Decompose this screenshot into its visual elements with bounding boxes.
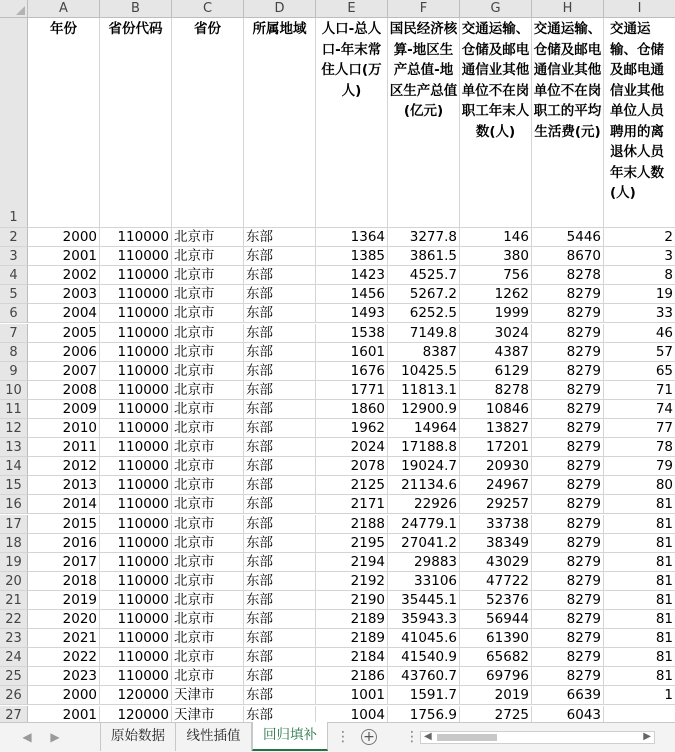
table-cell[interactable]: 2018 [28,572,100,591]
table-cell[interactable]: 1493 [316,304,388,323]
table-cell[interactable]: 1591.7 [388,686,460,705]
plus-circle-icon[interactable]: + [361,729,377,745]
table-cell[interactable]: 110000 [100,648,172,667]
table-cell[interactable]: 北京市 [172,304,244,323]
table-cell[interactable]: 2019 [460,686,532,705]
row-header[interactable]: 9 [0,362,28,381]
col-g-header[interactable]: G [460,0,532,18]
row-header[interactable]: 24 [0,648,28,667]
table-cell[interactable]: 2022 [28,648,100,667]
table-cell[interactable]: 81 [604,553,675,572]
table-cell[interactable]: 8279 [532,400,604,419]
table-cell[interactable]: 380 [460,247,532,266]
table-cell[interactable]: 1 [604,686,675,705]
table-cell[interactable]: 1385 [316,247,388,266]
table-cell[interactable]: 110000 [100,457,172,476]
row-header[interactable]: 10 [0,381,28,400]
row-header[interactable]: 5 [0,285,28,304]
row-header[interactable]: 19 [0,553,28,572]
select-all-corner[interactable] [0,0,28,18]
table-cell[interactable]: 4387 [460,343,532,362]
table-cell[interactable]: 8278 [460,381,532,400]
table-cell[interactable]: 110000 [100,266,172,285]
tab-linear-interpolation[interactable]: 线性插值 [176,723,252,751]
table-cell[interactable]: 8279 [532,285,604,304]
table-cell[interactable] [604,706,675,723]
col-e-header[interactable]: E [316,0,388,18]
tab-regression-fill[interactable]: 回归填补 [252,722,328,751]
table-cell[interactable]: 东部 [244,285,316,304]
table-cell[interactable]: 8279 [532,667,604,686]
table-cell[interactable]: 81 [604,572,675,591]
table-cell[interactable]: 110000 [100,400,172,419]
table-cell[interactable]: 2024 [316,438,388,457]
table-cell[interactable]: 北京市 [172,285,244,304]
table-cell[interactable]: 120000 [100,706,172,723]
table-cell[interactable]: 东部 [244,667,316,686]
table-cell[interactable]: 2006 [28,343,100,362]
horizontal-scrollbar[interactable] [420,731,655,744]
col-d-header[interactable]: D [244,0,316,18]
table-cell[interactable]: 北京市 [172,324,244,343]
table-cell[interactable]: 57 [604,343,675,362]
table-cell[interactable]: 35943.3 [388,610,460,629]
table-cell[interactable]: 2171 [316,495,388,514]
table-cell[interactable]: 146 [460,228,532,247]
table-cell[interactable]: 2019 [28,591,100,610]
table-cell[interactable]: 52376 [460,591,532,610]
table-cell[interactable]: 8279 [532,457,604,476]
chevron-right-icon[interactable]: ▶ [50,730,60,744]
table-cell[interactable]: 东部 [244,304,316,323]
row-header[interactable]: 20 [0,572,28,591]
table-cell[interactable]: 110000 [100,324,172,343]
table-cell[interactable]: 110000 [100,667,172,686]
table-cell[interactable]: 120000 [100,686,172,705]
table-cell[interactable]: 2195 [316,534,388,553]
header-cell[interactable]: 交通运输、仓储及邮电通信业其他单位不在岗职工的平均生活费(元) [532,18,604,228]
table-cell[interactable]: 6043 [532,706,604,723]
table-cell[interactable]: 北京市 [172,629,244,648]
row-header[interactable]: 17 [0,515,28,534]
row-header[interactable]: 1 [0,18,28,228]
table-cell[interactable]: 8279 [532,629,604,648]
row-header[interactable]: 27 [0,706,28,723]
table-cell[interactable]: 6252.5 [388,304,460,323]
table-cell[interactable]: 北京市 [172,343,244,362]
table-cell[interactable]: 110000 [100,629,172,648]
table-cell[interactable]: 81 [604,667,675,686]
table-cell[interactable]: 东部 [244,591,316,610]
tab-original-data[interactable]: 原始数据 [100,723,176,751]
table-cell[interactable]: 2001 [28,247,100,266]
table-cell[interactable]: 北京市 [172,572,244,591]
table-cell[interactable]: 41540.9 [388,648,460,667]
table-cell[interactable]: 东部 [244,686,316,705]
table-cell[interactable]: 东部 [244,495,316,514]
table-cell[interactable]: 10846 [460,400,532,419]
table-cell[interactable]: 2007 [28,362,100,381]
table-cell[interactable]: 北京市 [172,362,244,381]
row-header[interactable]: 23 [0,629,28,648]
table-cell[interactable]: 7149.8 [388,324,460,343]
table-cell[interactable]: 2011 [28,438,100,457]
table-cell[interactable]: 2013 [28,476,100,495]
table-cell[interactable]: 8 [604,266,675,285]
table-cell[interactable]: 43760.7 [388,667,460,686]
table-cell[interactable]: 13827 [460,419,532,438]
col-i-header[interactable]: I [604,0,675,18]
col-a-header[interactable]: A [28,0,100,18]
col-h-header[interactable]: H [532,0,604,18]
table-cell[interactable]: 1456 [316,285,388,304]
table-cell[interactable]: 8279 [532,381,604,400]
table-cell[interactable]: 81 [604,610,675,629]
table-cell[interactable]: 110000 [100,534,172,553]
table-cell[interactable]: 东部 [244,400,316,419]
more-tabs-icon[interactable]: ⋮ [336,729,349,745]
table-cell[interactable]: 5446 [532,228,604,247]
table-cell[interactable]: 2002 [28,266,100,285]
table-cell[interactable]: 2001 [28,706,100,723]
row-header[interactable]: 11 [0,400,28,419]
row-header[interactable]: 25 [0,667,28,686]
table-cell[interactable]: 81 [604,495,675,514]
table-cell[interactable]: 东部 [244,629,316,648]
table-cell[interactable]: 2186 [316,667,388,686]
table-cell[interactable]: 33738 [460,515,532,534]
table-cell[interactable]: 110000 [100,515,172,534]
table-cell[interactable]: 2125 [316,476,388,495]
table-cell[interactable]: 110000 [100,610,172,629]
table-cell[interactable]: 1601 [316,343,388,362]
table-cell[interactable]: 65682 [460,648,532,667]
table-cell[interactable]: 6129 [460,362,532,381]
table-cell[interactable]: 8279 [532,572,604,591]
table-cell[interactable]: 2003 [28,285,100,304]
table-cell[interactable]: 35445.1 [388,591,460,610]
table-cell[interactable]: 东部 [244,457,316,476]
table-cell[interactable]: 2 [604,228,675,247]
table-cell[interactable]: 65 [604,362,675,381]
table-cell[interactable]: 8279 [532,534,604,553]
table-cell[interactable]: 14964 [388,419,460,438]
table-cell[interactable]: 8279 [532,476,604,495]
header-cell[interactable]: 人口-总人口-年末常住人口(万人) [316,18,388,228]
table-cell[interactable]: 北京市 [172,610,244,629]
table-cell[interactable]: 北京市 [172,476,244,495]
table-cell[interactable]: 5267.2 [388,285,460,304]
table-cell[interactable]: 2008 [28,381,100,400]
table-cell[interactable]: 110000 [100,591,172,610]
table-cell[interactable]: 北京市 [172,419,244,438]
row-header[interactable]: 26 [0,686,28,705]
table-cell[interactable]: 8279 [532,419,604,438]
table-cell[interactable]: 8279 [532,610,604,629]
table-cell[interactable]: 2000 [28,686,100,705]
table-cell[interactable]: 东部 [244,534,316,553]
table-cell[interactable]: 北京市 [172,591,244,610]
table-cell[interactable]: 1771 [316,381,388,400]
table-cell[interactable]: 4525.7 [388,266,460,285]
table-cell[interactable]: 东部 [244,476,316,495]
table-cell[interactable]: 110000 [100,362,172,381]
col-f-header[interactable]: F [388,0,460,18]
table-cell[interactable]: 北京市 [172,228,244,247]
table-cell[interactable]: 110000 [100,553,172,572]
table-cell[interactable]: 2009 [28,400,100,419]
table-cell[interactable]: 东部 [244,438,316,457]
table-cell[interactable]: 2017 [28,553,100,572]
table-cell[interactable]: 天津市 [172,686,244,705]
table-cell[interactable]: 2005 [28,324,100,343]
table-cell[interactable]: 110000 [100,381,172,400]
chevron-left-icon[interactable]: ◀ [22,730,32,744]
table-cell[interactable]: 北京市 [172,247,244,266]
table-cell[interactable]: 1538 [316,324,388,343]
header-cell[interactable]: 所属地域 [244,18,316,228]
table-cell[interactable]: 北京市 [172,515,244,534]
sheet-tab-bar [0,722,675,752]
table-cell[interactable]: 1004 [316,706,388,723]
row-header[interactable]: 14 [0,457,28,476]
table-cell[interactable]: 33 [604,304,675,323]
table-cell[interactable]: 北京市 [172,534,244,553]
table-cell[interactable]: 29257 [460,495,532,514]
table-cell[interactable]: 8279 [532,553,604,572]
table-cell[interactable]: 北京市 [172,400,244,419]
table-cell[interactable]: 北京市 [172,381,244,400]
row-header[interactable]: 13 [0,438,28,457]
scroll-right-icon[interactable]: ▶ [643,731,651,742]
table-cell[interactable]: 2190 [316,591,388,610]
table-cell[interactable]: 东部 [244,610,316,629]
table-cell[interactable]: 110000 [100,285,172,304]
header-cell[interactable]: 省份 [172,18,244,228]
table-cell[interactable]: 61390 [460,629,532,648]
table-cell[interactable]: 东部 [244,362,316,381]
table-cell[interactable]: 74 [604,400,675,419]
table-cell[interactable]: 8279 [532,304,604,323]
row-header[interactable]: 16 [0,495,28,514]
row-header[interactable]: 7 [0,324,28,343]
table-cell[interactable]: 110000 [100,476,172,495]
table-cell[interactable]: 2000 [28,228,100,247]
table-cell[interactable]: 81 [604,515,675,534]
table-cell[interactable]: 1262 [460,285,532,304]
table-cell[interactable]: 东部 [244,648,316,667]
table-cell[interactable]: 110000 [100,228,172,247]
table-cell[interactable]: 北京市 [172,553,244,572]
row-header[interactable]: 21 [0,591,28,610]
table-cell[interactable]: 110000 [100,343,172,362]
row-header[interactable]: 12 [0,419,28,438]
table-cell[interactable]: 北京市 [172,438,244,457]
table-cell[interactable]: 东部 [244,515,316,534]
table-cell[interactable]: 1860 [316,400,388,419]
table-cell[interactable]: 10425.5 [388,362,460,381]
table-cell[interactable]: 东部 [244,419,316,438]
table-cell[interactable]: 1676 [316,362,388,381]
table-cell[interactable]: 46 [604,324,675,343]
table-cell[interactable]: 东部 [244,266,316,285]
table-cell[interactable]: 110000 [100,247,172,266]
table-cell[interactable]: 8279 [532,438,604,457]
table-cell[interactable]: 1962 [316,419,388,438]
table-cell[interactable]: 27041.2 [388,534,460,553]
table-cell[interactable]: 1756.9 [388,706,460,723]
table-cell[interactable]: 110000 [100,438,172,457]
table-cell[interactable]: 6639 [532,686,604,705]
table-cell[interactable]: 79 [604,457,675,476]
table-cell[interactable]: 43029 [460,553,532,572]
table-cell[interactable]: 80 [604,476,675,495]
table-cell[interactable]: 北京市 [172,266,244,285]
table-cell[interactable]: 3 [604,247,675,266]
table-cell[interactable]: 2189 [316,610,388,629]
table-cell[interactable]: 2015 [28,515,100,534]
table-cell[interactable]: 17201 [460,438,532,457]
scroll-left-icon[interactable]: ◀ [424,731,432,742]
table-cell[interactable]: 2010 [28,419,100,438]
table-cell[interactable]: 东部 [244,247,316,266]
table-cell[interactable]: 110000 [100,419,172,438]
table-cell[interactable]: 8279 [532,515,604,534]
table-cell[interactable]: 47722 [460,572,532,591]
table-cell[interactable]: 78 [604,438,675,457]
table-cell[interactable]: 1423 [316,266,388,285]
table-cell[interactable]: 8387 [388,343,460,362]
row-header[interactable]: 18 [0,534,28,553]
row-header[interactable]: 3 [0,247,28,266]
table-cell[interactable]: 2189 [316,629,388,648]
header-cell[interactable]: 省份代码 [100,18,172,228]
table-cell[interactable]: 71 [604,381,675,400]
table-cell[interactable]: 24967 [460,476,532,495]
table-cell[interactable]: 2016 [28,534,100,553]
table-cell[interactable]: 77 [604,419,675,438]
table-cell[interactable]: 56944 [460,610,532,629]
table-cell[interactable]: 756 [460,266,532,285]
row-header[interactable]: 22 [0,610,28,629]
table-cell[interactable]: 21134.6 [388,476,460,495]
table-cell[interactable]: 东部 [244,324,316,343]
row-header[interactable]: 8 [0,343,28,362]
table-cell[interactable]: 2184 [316,648,388,667]
table-cell[interactable]: 8670 [532,247,604,266]
header-cell[interactable]: 国民经济核算-地区生产总值-地区生产总值(亿元) [388,18,460,228]
table-cell[interactable]: 81 [604,591,675,610]
table-cell[interactable]: 3861.5 [388,247,460,266]
table-cell[interactable]: 东部 [244,572,316,591]
table-cell[interactable]: 19 [604,285,675,304]
table-cell[interactable]: 北京市 [172,495,244,514]
table-cell[interactable]: 东部 [244,706,316,723]
col-b-header[interactable]: B [100,0,172,18]
row-header[interactable]: 4 [0,266,28,285]
table-cell[interactable]: 2188 [316,515,388,534]
table-cell[interactable]: 8279 [532,591,604,610]
table-cell[interactable]: 3024 [460,324,532,343]
table-cell[interactable]: 33106 [388,572,460,591]
table-cell[interactable]: 41045.6 [388,629,460,648]
header-cell[interactable]: 交通运输、仓储及邮电通信业其他单位人员聘用的离退休人员年末人数(人) [604,18,675,228]
table-cell[interactable]: 3277.8 [388,228,460,247]
table-cell[interactable]: 1001 [316,686,388,705]
table-cell[interactable]: 81 [604,648,675,667]
table-cell[interactable]: 110000 [100,495,172,514]
table-cell[interactable]: 东部 [244,381,316,400]
split-handle-icon[interactable]: ⋮ [405,729,418,745]
table-cell[interactable]: 2021 [28,629,100,648]
table-cell[interactable]: 29883 [388,553,460,572]
table-cell[interactable]: 1999 [460,304,532,323]
table-cell[interactable]: 22926 [388,495,460,514]
table-cell[interactable]: 20930 [460,457,532,476]
table-cell[interactable]: 2078 [316,457,388,476]
table-cell[interactable]: 2014 [28,495,100,514]
table-cell[interactable]: 19024.7 [388,457,460,476]
header-cell[interactable]: 交通运输、仓储及邮电通信业其他单位不在岗职工年末人数(人) [460,18,532,228]
table-cell[interactable]: 12900.9 [388,400,460,419]
row-header[interactable]: 2 [0,228,28,247]
row-header[interactable]: 15 [0,476,28,495]
table-cell[interactable]: 1364 [316,228,388,247]
table-cell[interactable]: 2004 [28,304,100,323]
scrollbar-thumb[interactable] [437,734,497,741]
table-cell[interactable]: 110000 [100,572,172,591]
table-cell[interactable]: 24779.1 [388,515,460,534]
table-cell[interactable]: 2023 [28,667,100,686]
col-c-header[interactable]: C [172,0,244,18]
table-cell[interactable]: 110000 [100,304,172,323]
table-cell[interactable]: 2194 [316,553,388,572]
table-cell[interactable]: 11813.1 [388,381,460,400]
table-cell[interactable]: 8279 [532,495,604,514]
table-cell[interactable]: 2192 [316,572,388,591]
table-cell[interactable]: 69796 [460,667,532,686]
table-cell[interactable]: 38349 [460,534,532,553]
table-cell[interactable]: 东部 [244,553,316,572]
table-cell[interactable]: 东部 [244,343,316,362]
table-cell[interactable]: 81 [604,534,675,553]
table-cell[interactable]: 北京市 [172,648,244,667]
table-cell[interactable]: 北京市 [172,667,244,686]
table-cell[interactable]: 2020 [28,610,100,629]
table-cell[interactable]: 2725 [460,706,532,723]
table-cell[interactable]: 8279 [532,648,604,667]
table-cell[interactable]: 东部 [244,228,316,247]
table-cell[interactable]: 北京市 [172,457,244,476]
table-cell[interactable]: 17188.8 [388,438,460,457]
table-cell[interactable]: 8278 [532,266,604,285]
table-cell[interactable]: 8279 [532,324,604,343]
table-cell[interactable]: 2012 [28,457,100,476]
table-cell[interactable]: 81 [604,629,675,648]
header-cell[interactable]: 年份 [28,18,100,228]
table-cell[interactable]: 天津市 [172,706,244,723]
row-header[interactable]: 6 [0,304,28,323]
table-cell[interactable]: 8279 [532,362,604,381]
table-cell[interactable]: 8279 [532,343,604,362]
